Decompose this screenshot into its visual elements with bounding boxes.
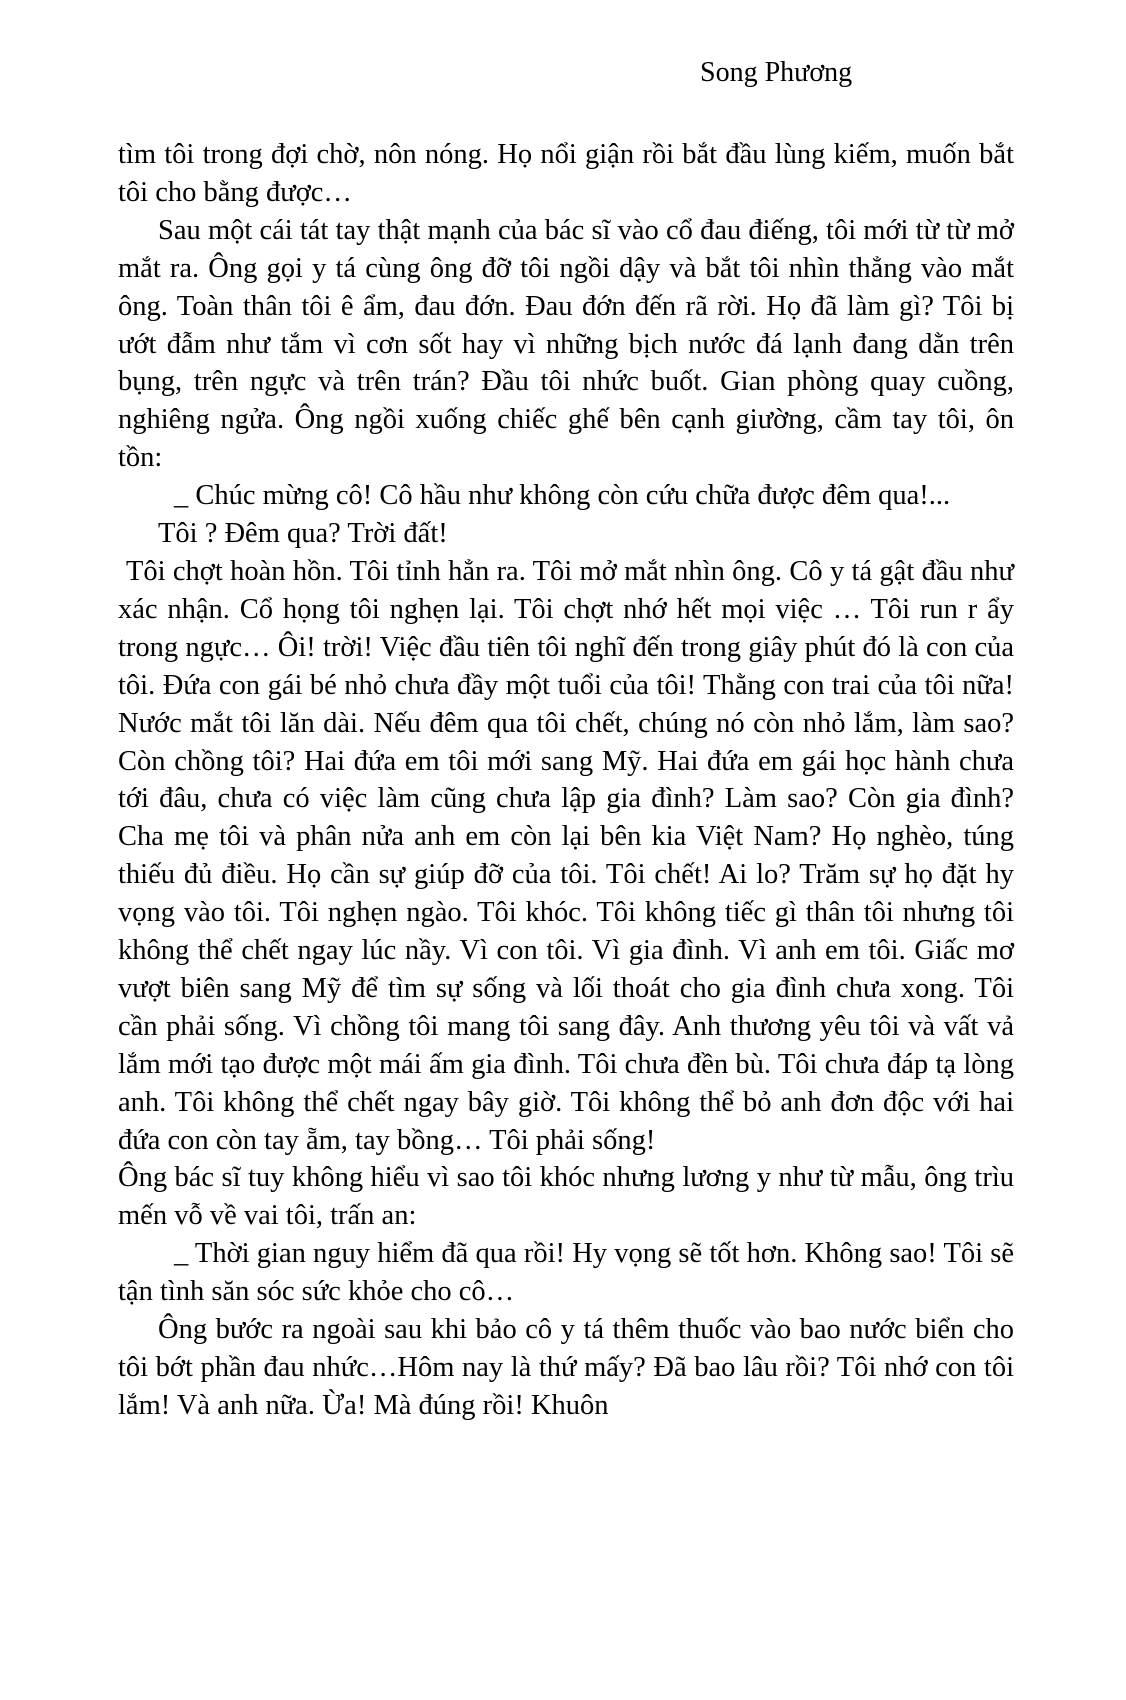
page-body-text: [118, 136, 1014, 1425]
paragraph-continuation: tìm tôi trong đợi chờ, nôn nóng. Họ nổi giận rồi bắt đầu lùng kiếm, muốn bắt tôi cho bằng được…: [118, 139, 1014, 208]
paragraph-last-night: Tôi ? Đêm qua? Trời đất!: [158, 518, 448, 550]
running-header: Song Phương: [700, 57, 853, 88]
paragraph-doctor-slap: Sau một cái tát tay thật mạnh của bác sĩ vào cổ đau điếng, tôi mới từ từ mở mắt ra. Ông gọi y tá cùng ông đỡ tôi ngồi dậy và bắt tôi nhìn thẳng vào mắt ông. Toàn thân tôi ê ẩm, đau đớn. Đau đớn đến rã rời. Họ đã làm gì? Tôi bị ướt đẫm như tắm vì cơn sốt hay vì những bịch nước đá lạnh đang dằn trên bụng, trên ngực và trên trán? Đầu tôi nhức buốt. Gian phòng quay cuồng, nghiêng ngửa. Ông ngồi xuống chiếc ghế bên cạnh giường, cầm tay tôi, ôn tồn:: [118, 214, 1014, 474]
paragraph-doctor-reassures: Ông bác sĩ tuy không hiểu vì sao tôi khóc nhưng lương y như từ mẫu, ông trìu mến vỗ về vai tôi, trấn an:: [118, 1162, 1014, 1232]
dialogue-danger-passed: _ Thời gian nguy hiểm đã qua rồi! Hy vọng sẽ tốt hơn. Không sao! Tôi sẽ tận tình săn sóc sức khỏe cho cô…: [118, 1238, 1014, 1308]
paragraph-realization: Tôi chợt hoàn hồn. Tôi tỉnh hẳn ra. Tôi mở mắt nhìn ông. Cô y tá gật đầu như xác nhận. Cổ họng tôi nghẹn lại. Tôi chợt nhớ hết mọi việc … Tôi run r ẩy trong ngực… Ôi! trời! Việc đầu tiên tôi nghĩ đến trong giây phút đó là con của tôi. Đứa con gái bé nhỏ chưa đầy một tuổi của tôi! Thằng con trai của tôi nữa! Nước mắt tôi lăn dài. Nếu đêm qua tôi chết, chúng nó còn nhỏ lắm, làm sao? Còn chồng tôi? Hai đứa em tôi mới sang Mỹ. Hai đứa em gái học hành chưa tới đâu, chưa có việc làm cũng chưa lập gia đình? Làm sao? Còn gia đình? Cha mẹ tôi và phân nửa anh em còn lại bên kia Việt Nam? Họ nghèo, túng thiếu đủ điều. Họ cần sự giúp đỡ của tôi. Tôi chết! Ai lo? Trăm sự họ đặt hy vọng vào tôi. Tôi nghẹn ngào. Tôi khóc. Tôi không tiếc gì thân tôi nhưng tôi không thể chết ngay lúc nầy. Vì con tôi. Vì gia đình. Vì anh em tôi. Giấc mơ vượt biên sang Mỹ để tìm sự sống và lối thoát cho gia đình chưa xong. Tôi cần phải sống. Vì chồng tôi mang tôi sang đây. Anh thương yêu tôi và vất vả lắm mới tạo được một mái ấm gia đình. Tôi chưa đền bù. Tôi chưa đáp tạ lòng anh. Tôi không thể chết ngay bây giờ. Tôi không thể bỏ anh đơn độc với hai đứa con còn tay ẵm, tay bồng… Tôi phải sống!: [118, 555, 1014, 1156]
dialogue-congratulations: _ Chúc mừng cô! Cô hầu như không còn cứu chữa được đêm qua!...: [174, 480, 951, 512]
paragraph-doctor-leaves: Ông bước ra ngoài sau khi bảo cô y tá thêm thuốc vào bao nước biển cho tôi bớt phần đau nhức…Hôm nay là thứ mấy? Đã bao lâu rồi? Tôi nhớ con tôi lắm! Và anh nữa. Ừa! Mà đúng rồi! Khuôn: [118, 1314, 1014, 1421]
